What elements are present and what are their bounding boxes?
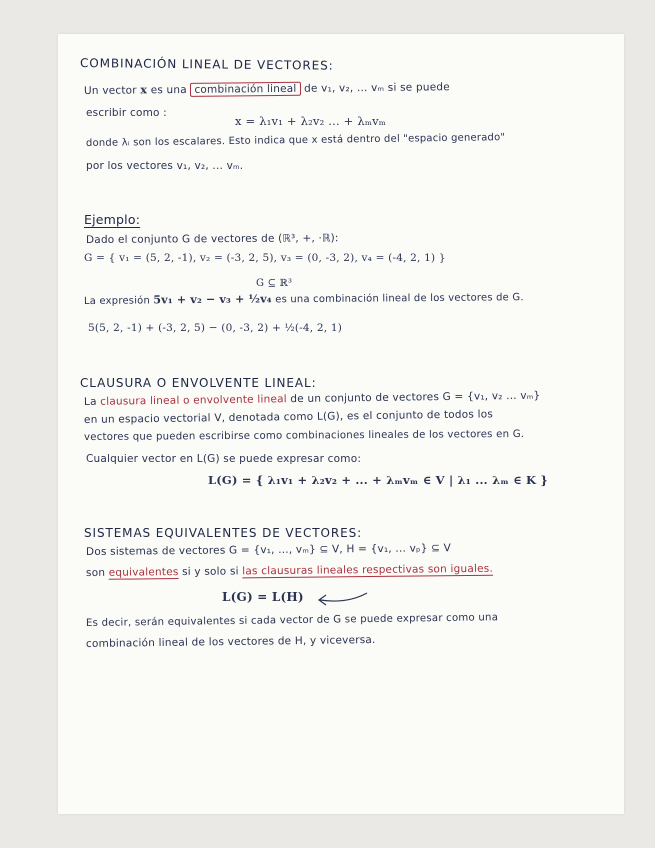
paragraph-line: vectores que pueden escribirse como combinaciones lineales de los vectores en G. [83, 428, 525, 443]
paragraph-line: Dos sistemas de vectores G = {v₁, ..., vₘ} ⊆ V, H = {v₁, ... vₚ} ⊆ V [85, 542, 452, 558]
formula-equivalence: L(G) = L(H) [222, 590, 304, 604]
text-fragment: si y solo si [182, 565, 239, 578]
text-fragment: es una [150, 83, 187, 97]
formula-linear-combination: x = λ₁v₁ + λ₂v₂ ... + λₘvₘ [235, 114, 387, 128]
highlight-clausuras-iguales: las clausuras lineales respectivas son iguales. [242, 562, 494, 578]
example-subset: G ⊆ ℝ³ [256, 278, 293, 289]
example-heading: Ejemplo: [84, 212, 141, 227]
text-fragment: de v₁, v₂, ... vₘ si se puede [304, 81, 450, 95]
paragraph-line: en un espacio vectorial V, denotada como L(G), es el conjunto de todos los [83, 408, 494, 426]
highlight-clausura-lineal: clausura lineal o envolvente lineal [100, 393, 287, 408]
section-title-combinacion-lineal: COMBINACIÓN LINEAL DE VECTORES: [79, 56, 334, 73]
text-fragment: La [83, 395, 97, 408]
text-fragment: La expresión [83, 295, 151, 307]
paragraph-line: donde λᵢ son los escalares. Esto indica que x está dentro del "espacio generado" [85, 132, 506, 149]
vector-x: x [140, 83, 148, 97]
text-fragment: son [85, 566, 106, 579]
formula-clausura: L(G) = { λ₁v₁ + λ₂v₂ + ... + λₘvₘ ∈ V | λ₁ ... λₘ ∈ K } [208, 473, 549, 487]
section-title-sistemas-equivalentes: SISTEMAS EQUIVALENTES DE VECTORES: [84, 526, 363, 540]
text-fragment: Un vector [83, 84, 137, 97]
paragraph-line: Cualquier vector en L(G) se puede expresar como: [86, 453, 362, 465]
left-arrow-icon [312, 588, 372, 608]
highlight-combinacion-lineal: combinación lineal [190, 82, 300, 97]
highlight-equivalentes: equivalentes [108, 566, 179, 579]
section-title-clausura: CLAUSURA O ENVOLVENTE LINEAL: [80, 376, 317, 390]
example-calculation: 5(5, 2, -1) + (-3, 2, 5) − (0, -3, 2) + ½(-4, 2, 1) [88, 322, 343, 334]
example-set: G = { v₁ = (5, 2, -1), v₂ = (-3, 2, 5), v₃ = (0, -3, 2), v₄ = (-4, 2, 1) } [84, 252, 446, 264]
paragraph-line: Es decir, serán equivalentes si cada vector de G se puede expresar como una [85, 612, 499, 629]
text-fragment: de un conjunto de vectores G = {v₁, v₂ ... vₘ} [290, 389, 541, 406]
example-line: Dado el conjunto G de vectores de (ℝ³, +, ·ℝ): [85, 232, 339, 246]
expression-math: 5v₁ + v₂ − v₃ + ½v₄ [153, 292, 272, 307]
text-fragment: es una combinación lineal de los vectores de G. [275, 292, 524, 306]
paragraph-line: por los vectores v₁, v₂, ... vₘ. [86, 160, 244, 172]
paragraph-line: combinación lineal de los vectores de H, y viceversa. [85, 633, 376, 650]
paragraph-line: escribir como : [86, 107, 167, 119]
